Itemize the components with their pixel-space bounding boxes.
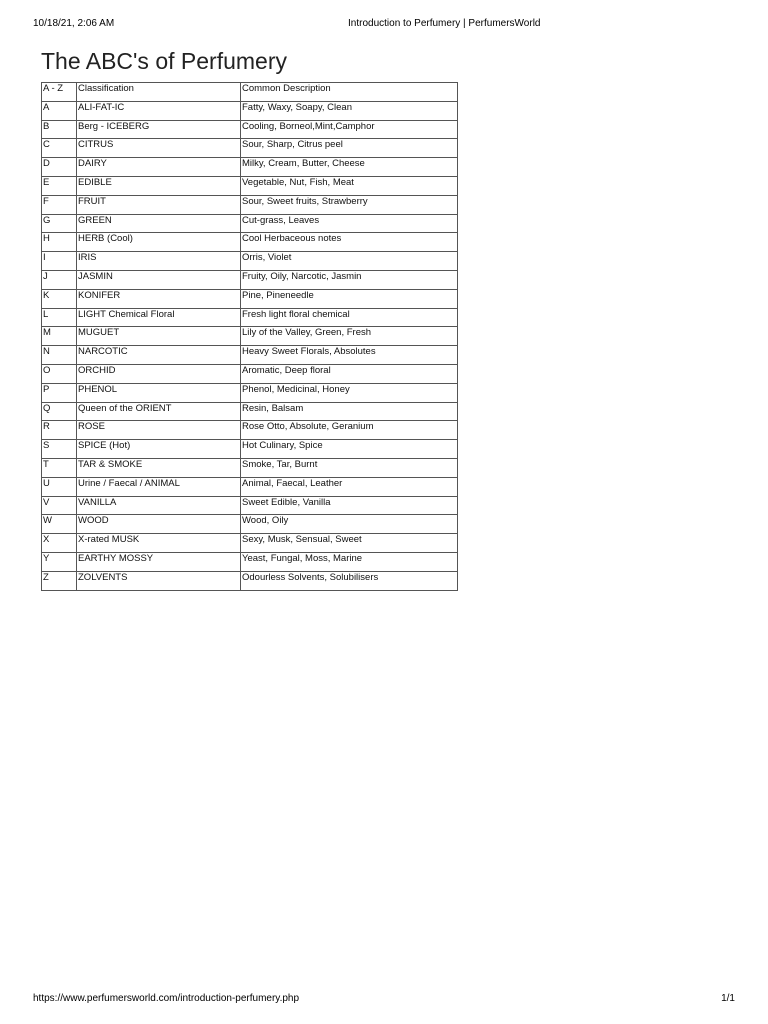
cell-description: Sweet Edible, Vanilla bbox=[241, 496, 458, 515]
cell-letter: Y bbox=[42, 552, 77, 571]
cell-classification: TAR & SMOKE bbox=[77, 458, 241, 477]
table-row bbox=[42, 233, 458, 252]
cell-letter: L bbox=[42, 308, 77, 327]
table-row bbox=[42, 270, 458, 289]
table-row bbox=[42, 458, 458, 477]
cell-letter: T bbox=[42, 458, 77, 477]
cell-classification: X-rated MUSK bbox=[77, 534, 241, 553]
table-row bbox=[42, 364, 458, 383]
cell-description: Orris, Violet bbox=[241, 252, 458, 271]
cell-letter: E bbox=[42, 176, 77, 195]
cell-description: Vegetable, Nut, Fish, Meat bbox=[241, 176, 458, 195]
print-url: https://www.perfumersworld.com/introduction-perfumery.php bbox=[33, 993, 300, 1004]
table-row bbox=[42, 252, 458, 271]
table-row bbox=[42, 477, 458, 496]
cell-letter: Z bbox=[42, 571, 77, 590]
cell-classification: WOOD bbox=[77, 515, 241, 534]
cell-classification: NARCOTIC bbox=[77, 346, 241, 365]
table-row bbox=[42, 158, 458, 177]
cell-letter: D bbox=[42, 158, 77, 177]
cell-description: Aromatic, Deep floral bbox=[241, 364, 458, 383]
column-header-letter: A - Z bbox=[42, 83, 77, 102]
cell-letter: P bbox=[42, 383, 77, 402]
cell-letter: A bbox=[42, 101, 77, 120]
cell-letter: H bbox=[42, 233, 77, 252]
table-row bbox=[42, 120, 458, 139]
cell-classification: MUGUET bbox=[77, 327, 241, 346]
cell-letter: O bbox=[42, 364, 77, 383]
cell-classification: IRIS bbox=[77, 252, 241, 271]
table-body bbox=[42, 101, 458, 590]
table-row bbox=[42, 383, 458, 402]
cell-letter: I bbox=[42, 252, 77, 271]
print-page-title: Introduction to Perfumery | PerfumersWorld bbox=[348, 18, 541, 29]
cell-letter: J bbox=[42, 270, 77, 289]
cell-classification: Berg - ICEBERG bbox=[77, 120, 241, 139]
cell-classification: ZOLVENTS bbox=[77, 571, 241, 590]
table-row bbox=[42, 289, 458, 308]
cell-letter: M bbox=[42, 327, 77, 346]
column-header-classification: Classification bbox=[77, 83, 241, 102]
print-page-number: 1/1 bbox=[721, 993, 735, 1004]
cell-description: Hot Culinary, Spice bbox=[241, 440, 458, 459]
cell-classification: GREEN bbox=[77, 214, 241, 233]
cell-letter: F bbox=[42, 195, 77, 214]
table-row bbox=[42, 195, 458, 214]
cell-description: Milky, Cream, Butter, Cheese bbox=[241, 158, 458, 177]
cell-description: Fresh light floral chemical bbox=[241, 308, 458, 327]
cell-description: Heavy Sweet Florals, Absolutes bbox=[241, 346, 458, 365]
table-row bbox=[42, 440, 458, 459]
cell-letter: Q bbox=[42, 402, 77, 421]
cell-description: Cool Herbaceous notes bbox=[241, 233, 458, 252]
cell-classification: EDIBLE bbox=[77, 176, 241, 195]
cell-description: Sour, Sharp, Citrus peel bbox=[241, 139, 458, 158]
cell-description: Smoke, Tar, Burnt bbox=[241, 458, 458, 477]
table-row bbox=[42, 421, 458, 440]
table-row bbox=[42, 496, 458, 515]
cell-classification: EARTHY MOSSY bbox=[77, 552, 241, 571]
cell-classification: VANILLA bbox=[77, 496, 241, 515]
cell-description: Animal, Faecal, Leather bbox=[241, 477, 458, 496]
table-row bbox=[42, 308, 458, 327]
table-row bbox=[42, 534, 458, 553]
cell-description: Phenol, Medicinal, Honey bbox=[241, 383, 458, 402]
cell-classification: KONIFER bbox=[77, 289, 241, 308]
cell-letter: N bbox=[42, 346, 77, 365]
cell-description: Yeast, Fungal, Moss, Marine bbox=[241, 552, 458, 571]
table-row bbox=[42, 402, 458, 421]
cell-description: Resin, Balsam bbox=[241, 402, 458, 421]
cell-classification: HERB (Cool) bbox=[77, 233, 241, 252]
cell-letter: W bbox=[42, 515, 77, 534]
cell-letter: X bbox=[42, 534, 77, 553]
document-title: The ABC's of Perfumery bbox=[41, 48, 287, 74]
table-row bbox=[42, 346, 458, 365]
cell-description: Odourless Solvents, Solubilisers bbox=[241, 571, 458, 590]
table-row bbox=[42, 139, 458, 158]
table-row bbox=[42, 571, 458, 590]
cell-description: Sexy, Musk, Sensual, Sweet bbox=[241, 534, 458, 553]
table-row bbox=[42, 101, 458, 120]
table-row bbox=[42, 552, 458, 571]
cell-letter: R bbox=[42, 421, 77, 440]
column-header-description: Common Description bbox=[241, 83, 458, 102]
cell-description: Fatty, Waxy, Soapy, Clean bbox=[241, 101, 458, 120]
table-header-row bbox=[42, 83, 458, 102]
cell-description: Pine, Pineneedle bbox=[241, 289, 458, 308]
table-row bbox=[42, 327, 458, 346]
cell-classification: ALI-FAT-IC bbox=[77, 101, 241, 120]
cell-description: Cut-grass, Leaves bbox=[241, 214, 458, 233]
cell-classification: CITRUS bbox=[77, 139, 241, 158]
table-row bbox=[42, 214, 458, 233]
cell-description: Cooling, Borneol,Mint,Camphor bbox=[241, 120, 458, 139]
table-row bbox=[42, 176, 458, 195]
cell-classification: LIGHT Chemical Floral bbox=[77, 308, 241, 327]
cell-letter: S bbox=[42, 440, 77, 459]
perfumery-abc-table bbox=[41, 82, 458, 591]
cell-classification: ORCHID bbox=[77, 364, 241, 383]
cell-letter: K bbox=[42, 289, 77, 308]
cell-classification: SPICE (Hot) bbox=[77, 440, 241, 459]
cell-description: Wood, Oily bbox=[241, 515, 458, 534]
cell-classification: Queen of the ORIENT bbox=[77, 402, 241, 421]
cell-description: Lily of the Valley, Green, Fresh bbox=[241, 327, 458, 346]
cell-description: Sour, Sweet fruits, Strawberry bbox=[241, 195, 458, 214]
print-date-time: 10/18/21, 2:06 AM bbox=[33, 18, 115, 29]
cell-description: Rose Otto, Absolute, Geranium bbox=[241, 421, 458, 440]
cell-classification: DAIRY bbox=[77, 158, 241, 177]
cell-letter: C bbox=[42, 139, 77, 158]
cell-letter: V bbox=[42, 496, 77, 515]
cell-letter: U bbox=[42, 477, 77, 496]
table-row bbox=[42, 515, 458, 534]
cell-letter: B bbox=[42, 120, 77, 139]
cell-description: Fruity, Oily, Narcotic, Jasmin bbox=[241, 270, 458, 289]
cell-classification: FRUIT bbox=[77, 195, 241, 214]
cell-classification: JASMIN bbox=[77, 270, 241, 289]
cell-classification: Urine / Faecal / ANIMAL bbox=[77, 477, 241, 496]
cell-letter: G bbox=[42, 214, 77, 233]
cell-classification: PHENOL bbox=[77, 383, 241, 402]
cell-classification: ROSE bbox=[77, 421, 241, 440]
